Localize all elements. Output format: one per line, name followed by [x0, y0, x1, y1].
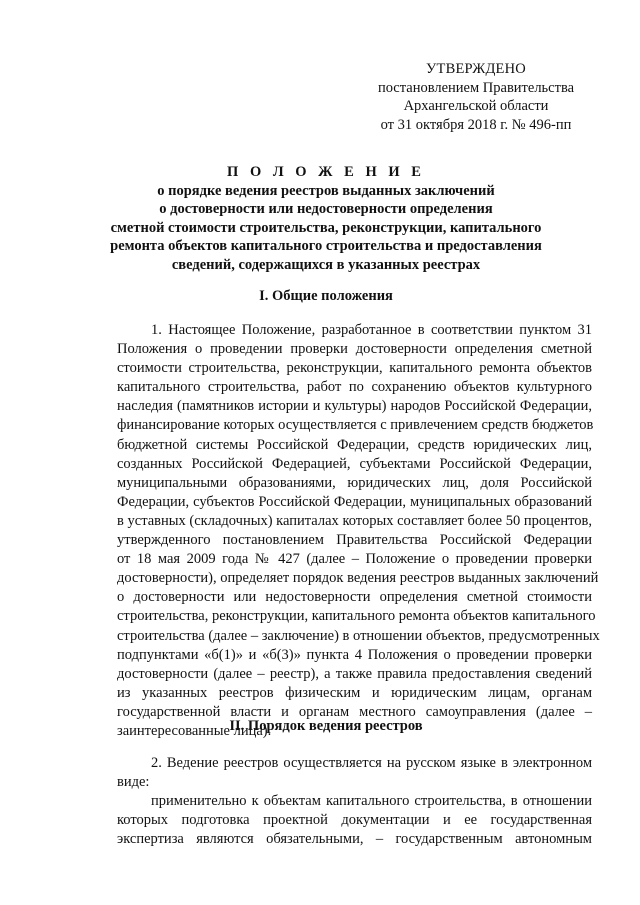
paragraph-line: государственной власти и органам местного самоуправления (далее – [117, 703, 592, 720]
approval-line: Архангельской области [403, 98, 549, 114]
paragraph-line: которых подготовка проектной документации и ее государственная [117, 812, 592, 829]
paragraph [117, 792, 592, 849]
approval-stamp [360, 60, 592, 134]
document-subtitle-line: сметной стоимости строительства, реконструкции, капитального [110, 219, 542, 236]
document-subtitle-line: о достоверности или недостоверности определения [159, 201, 493, 218]
paragraph-line: виде: [117, 774, 150, 791]
paragraph-line: утвержденного постановлением Правительства Российской Федерации [117, 532, 592, 549]
paragraph-line: заинтересованные лица). [117, 722, 272, 739]
paragraph-line: Федерации, субъектов Российской Федерации, муниципальных образований [117, 493, 592, 510]
paragraph-line: применительно к объектам капитального строительства, в отношении [151, 793, 592, 809]
paragraph-line: подпунктами «б(1)» и «б(3)» пункта 4 Положения о проведении проверки [117, 646, 592, 663]
paragraph-line: капитального строительства, работ по сохранению объектов культурного [117, 379, 592, 396]
paragraph-line: созданных Российской Федерацией, субъектами Российской Федерации, [117, 455, 592, 472]
paragraph-line: в уставных (складочных) капиталах которых составляет более 50 процентов, [117, 512, 592, 529]
paragraph-line: достоверности (далее – реестр), а также правила предоставления сведений [117, 665, 592, 682]
paragraph-line: строительства (далее – заключение) в отношении объектов, предусмотренных [117, 627, 600, 644]
paragraph-line: бюджетной системы Российской Федерации, средств юридических лиц, [117, 436, 592, 453]
paragraph-line: 1. Настоящее Положение, разработанное в соответствии пунктом 31 [151, 322, 592, 338]
paragraph [117, 754, 592, 792]
document-title-block [60, 163, 592, 275]
paragraph-line: наследия (памятников истории и культуры) народов Российской Федерации, [117, 398, 592, 415]
document-subtitle-line: ремонта объектов капитального строительства и предоставления [110, 238, 542, 255]
document-subtitle-line: о порядке ведения реестров выданных заключений [157, 182, 495, 199]
document-title: П О Л О Ж Е Н И Е [227, 164, 425, 180]
paragraph-line: из указанных реестров физическим и юридическим лицам, органам [117, 684, 592, 701]
section-heading: I. Общие положения [259, 288, 393, 304]
paragraph-line: стоимости строительства, реконструкции, капитального ремонта объектов [117, 360, 592, 377]
paragraph-line: муниципальными образованиями, юридических лиц, доля Российской [117, 474, 592, 491]
section-heading: II. Порядок ведения реестров [229, 718, 423, 734]
approval-line: постановлением Правительства [377, 79, 575, 96]
paragraph-line: Положения о проведении проверки достоверности определения сметной [117, 341, 592, 358]
paragraph-line: от 18 мая 2009 года № 427 (далее – Положение о проведении проверки [117, 551, 592, 568]
document-subtitle-line: сведений, содержащихся в указанных реестрах [171, 256, 481, 273]
approval-line: от 31 октября 2018 г. № 496-пп [380, 116, 572, 133]
paragraph-line: строительства, реконструкции, капитального ремонта объектов капитального [117, 608, 596, 625]
paragraph-line: достоверности), определяет порядок ведения реестров выданных заключений [117, 570, 599, 587]
paragraph-line: экспертиза являются обязательными, – государственным автономным [117, 831, 592, 848]
paragraph-line: финансирование которых осуществляется с привлечением средств бюджетов [117, 417, 594, 434]
approval-title: УТВЕРЖДЕНО [426, 61, 526, 77]
paragraph [117, 321, 600, 741]
paragraph-line: 2. Ведение реестров осуществляется на русском языке в электронном [151, 755, 592, 771]
paragraph-line: о достоверности или недостоверности определения сметной стоимости [117, 589, 592, 606]
